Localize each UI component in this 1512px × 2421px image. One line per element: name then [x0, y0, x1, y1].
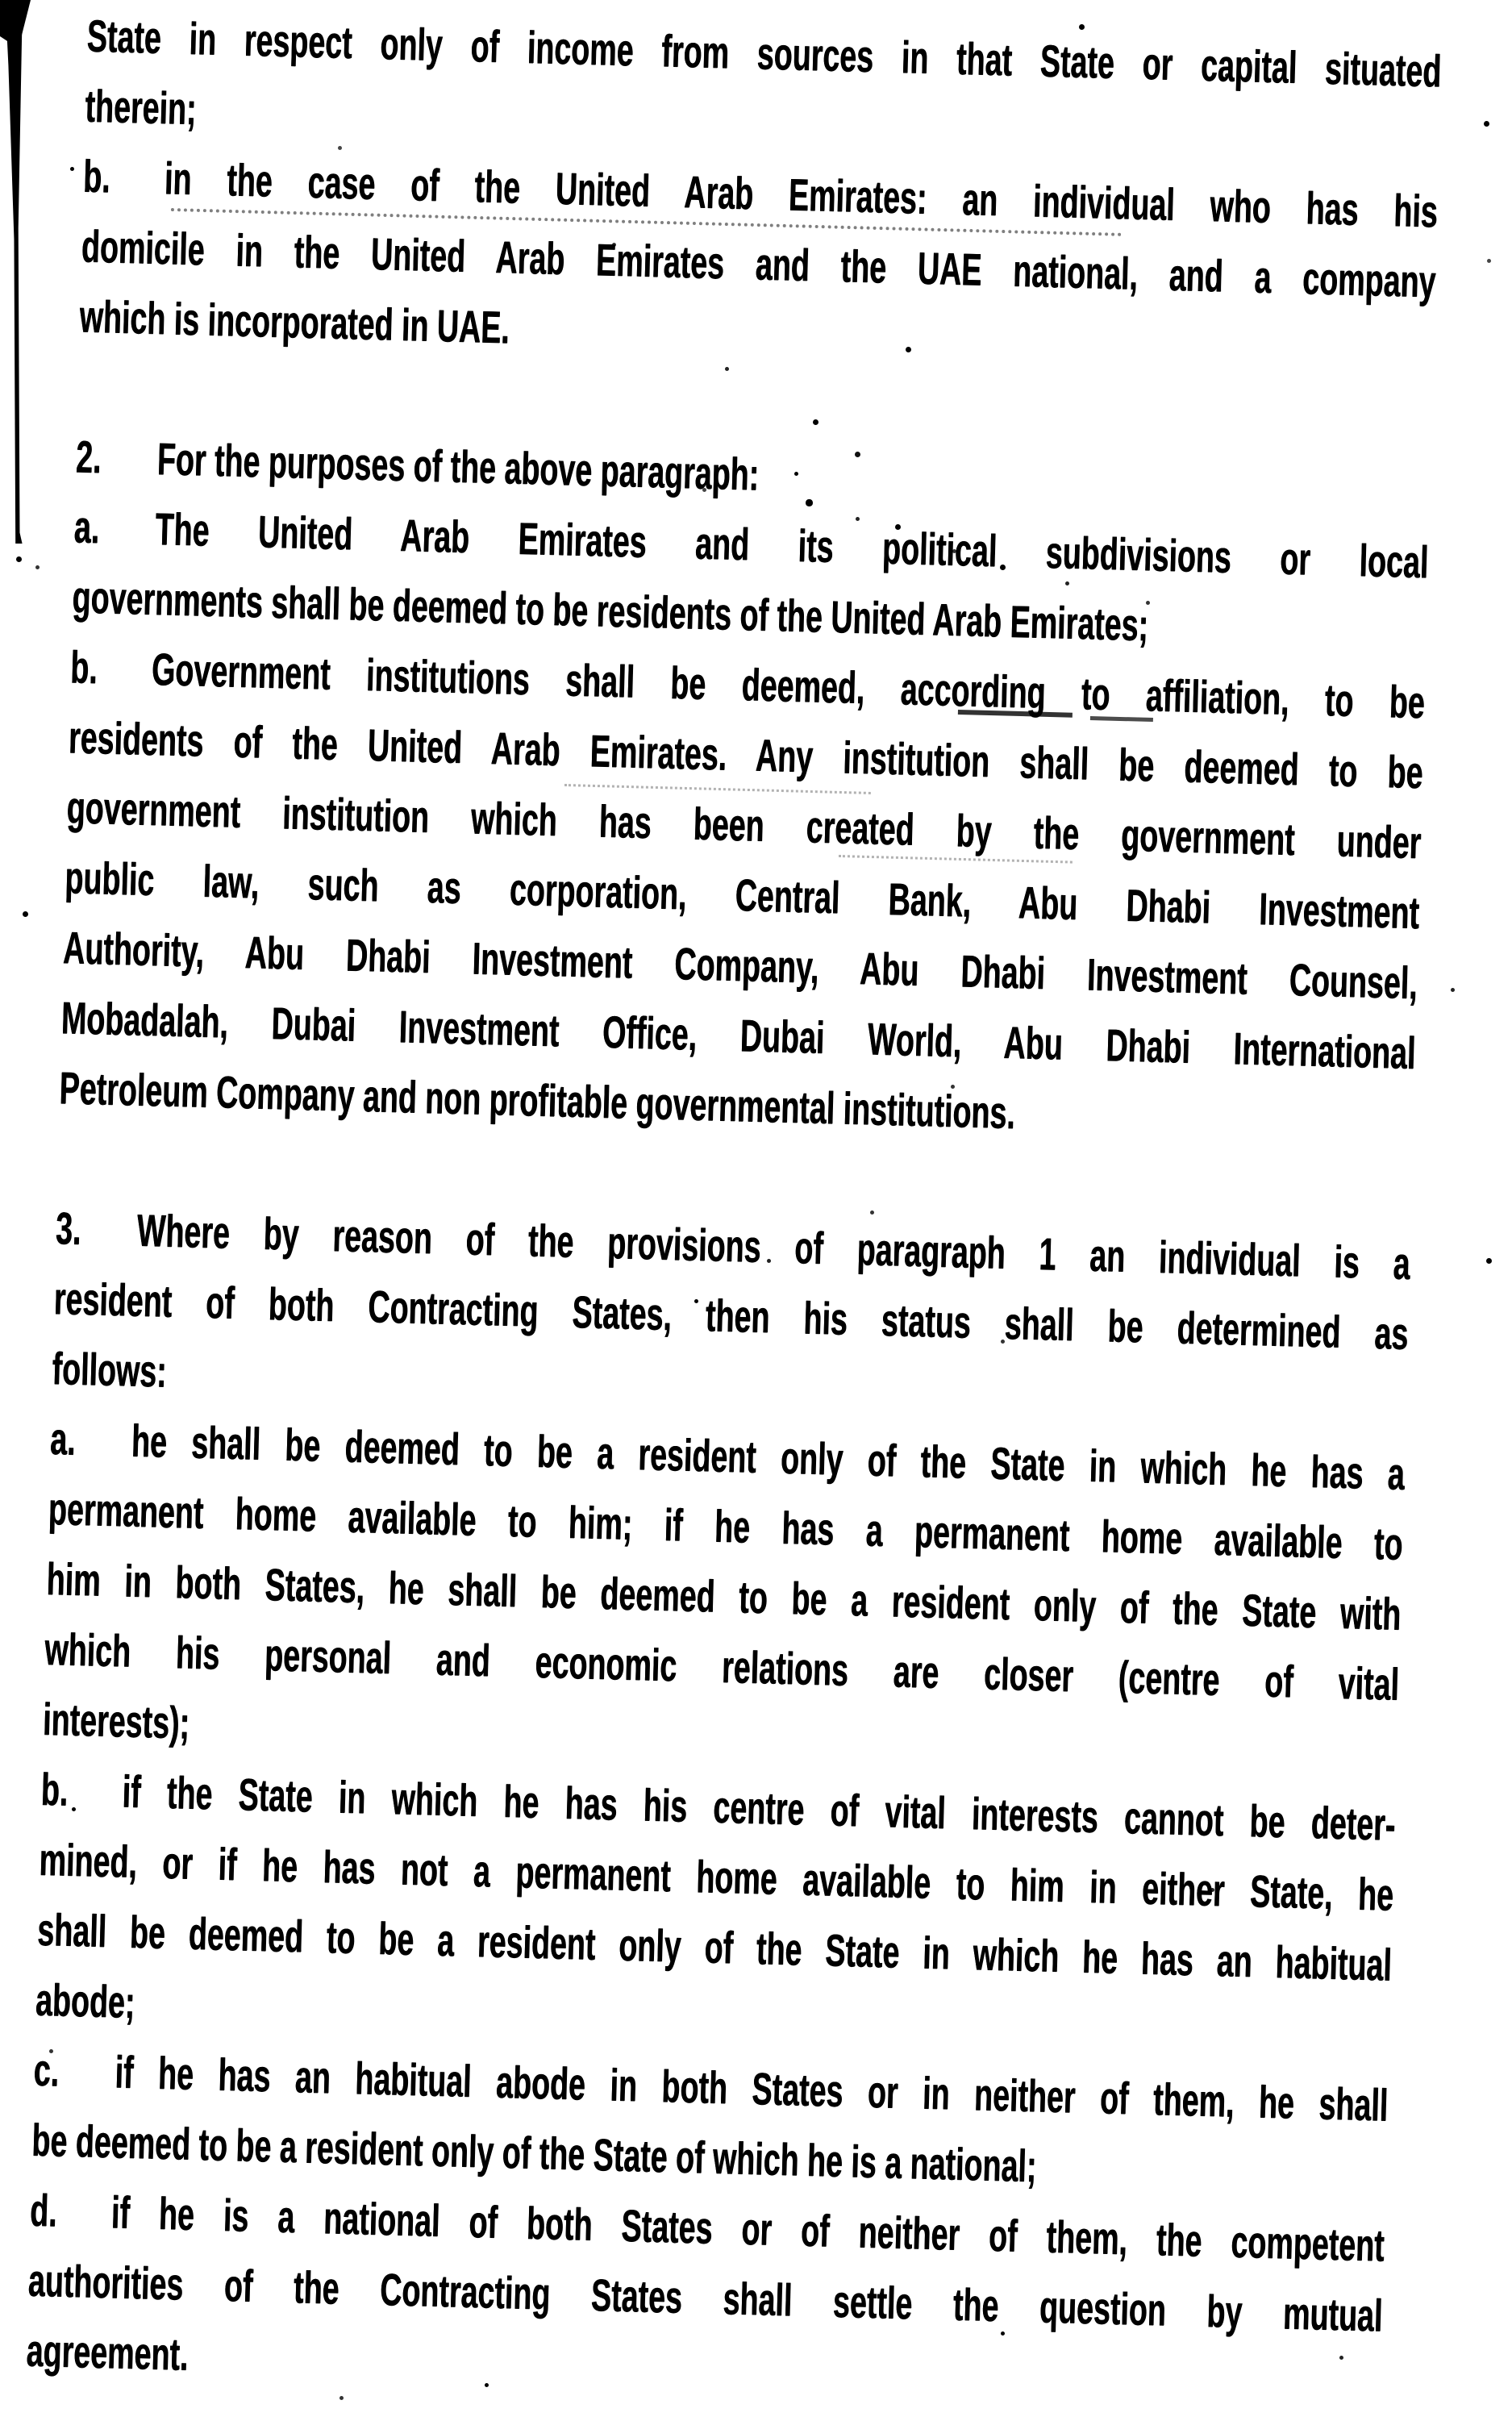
- text-line: abode;: [35, 1973, 136, 2027]
- line-text: if the State in which he has his centre of vital interests cannot be deter-: [121, 1765, 1397, 1850]
- text-line: domicile in the United Arab Emirates and the UAE national, and a company: [81, 220, 1437, 307]
- text-line: follows:: [51, 1342, 168, 1397]
- text-line: State in respect only of income from sources in that State or capital situated: [86, 10, 1443, 97]
- text-line: mined, or if he has not a permanent home available to him in either State, he: [38, 1833, 1394, 1920]
- text-line: Authority, Abu Dhabi Investment Company, Abu Dhabi Investment Counsel,: [62, 922, 1418, 1009]
- text-line: which his personal and economic relations are closer (centre of vital: [44, 1623, 1400, 1710]
- text-block: [26, 1, 1443, 2421]
- line-text: Government institutions shall be deemed, according to affiliation, to be: [151, 643, 1426, 728]
- paragraph: [51, 1193, 1410, 1439]
- text-line: Mobadalah, Dubai Investment Office, Dubai World, Abu Dhabi International: [60, 992, 1417, 1079]
- paragraph-label: b.: [69, 641, 98, 694]
- text-line: interests);: [42, 1693, 190, 1748]
- line-text: if he is a national of both States or of neither of them, the competent: [110, 2186, 1385, 2271]
- text-line: be deemed to be a resident only of the State of which he is a national;: [31, 2114, 1038, 2192]
- paragraph-label: c.: [32, 2044, 60, 2096]
- paragraph-label: 3.: [55, 1202, 82, 1254]
- scan-noise-specks: [0, 0, 2, 2]
- text-line: Petroleum Company and non profitable governmental institutions.: [58, 1062, 1016, 1139]
- paragraph-label: d.: [29, 2184, 58, 2236]
- text-line: permanent home available to him; if he has a permanent home available to: [48, 1482, 1404, 1569]
- line-text: The United Arab Emirates and its political subdivisions or local: [154, 502, 1430, 588]
- line-text: he shall be deemed to be a resident only of the State in which he has a: [131, 1415, 1406, 1499]
- paragraph: [42, 1403, 1406, 1790]
- text-line: residents of the United Arab Emirates. Any institution shall be deemed to be: [68, 711, 1424, 798]
- paragraph-label: b.: [82, 150, 111, 202]
- text-line: government institution which has been created by the government under: [65, 781, 1422, 869]
- paragraph-label: 2.: [75, 431, 102, 483]
- paragraph: [26, 2175, 1385, 2421]
- line-text: if he has an habitual abode in both States or in neither of them, he shall: [114, 2046, 1389, 2131]
- text-line: which is incorporated in UAE.: [78, 290, 510, 353]
- text-line: resident of both Contracting States, then his status shall be determined as: [53, 1272, 1410, 1359]
- line-text: in the case of the United Arab Emirates: an individual who has his: [164, 152, 1439, 237]
- text-line: agreement.: [25, 2324, 190, 2380]
- paragraph: [59, 631, 1426, 1158]
- text-line: shall be deemed to be a resident only of the State in which he has an habitual: [36, 1903, 1393, 1990]
- text-line: public law, such as corporation, Central Bank, Abu Dhabi Investment: [64, 852, 1420, 939]
- paragraph: [79, 140, 1439, 386]
- line-text: For the purposes of the above paragraph:: [156, 432, 760, 500]
- paragraph-label: a.: [49, 1412, 77, 1465]
- scan-edge-bar-artifact: [5, 0, 23, 544]
- document-text: [26, 1, 1443, 2421]
- paragraph: [35, 1754, 1397, 2070]
- paragraph-label: a.: [73, 501, 101, 553]
- text-line: therein;: [84, 80, 198, 135]
- line-text: Where by reason of the provisions of paragraph 1 an individual is a: [136, 1204, 1411, 1289]
- text-line: authorities of the Contracting States shall settle the question by mutual: [27, 2254, 1384, 2341]
- text-line: him in both States, he shall be deemed to be a resident only of the State with: [45, 1552, 1402, 1640]
- paragraph-label: b.: [40, 1763, 69, 1815]
- text-line: governments shall be deemed to be residents of the United Arab Emirates;: [71, 571, 1149, 651]
- scan-edge-corner-artifact: [0, 0, 31, 48]
